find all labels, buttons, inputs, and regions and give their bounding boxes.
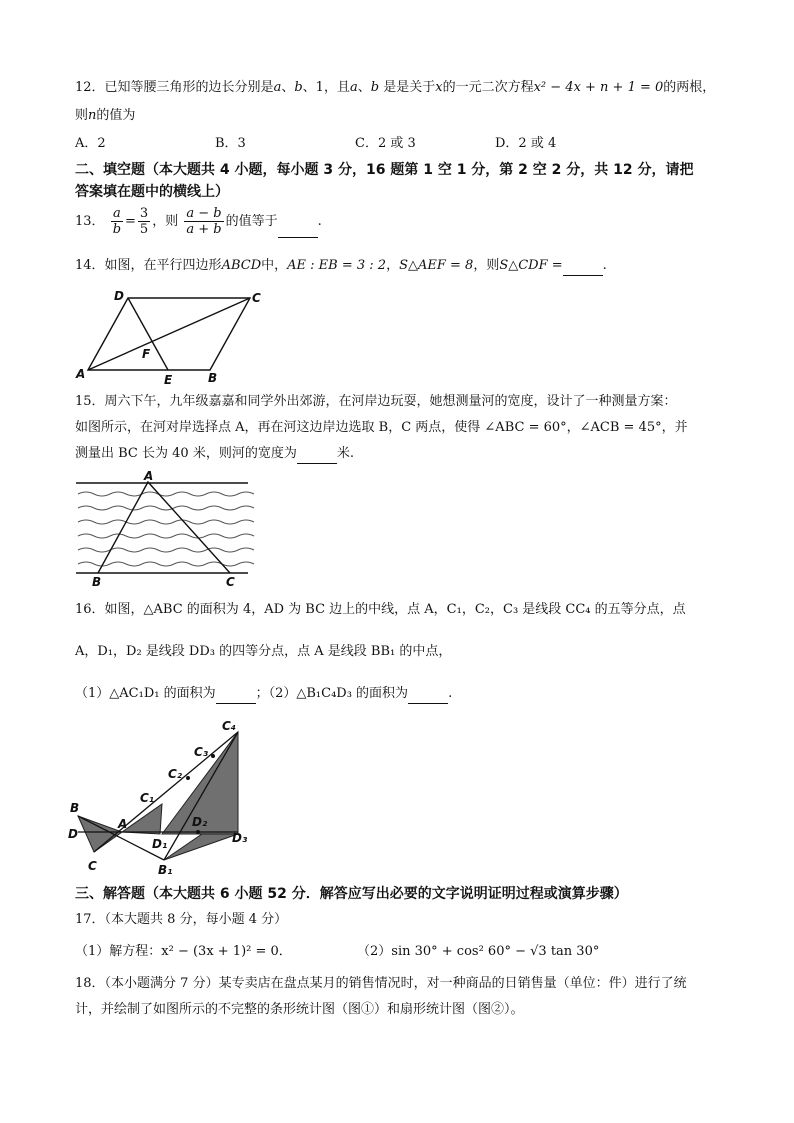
fig16-label-d2: D₂ (192, 815, 208, 829)
q13-end: . (317, 214, 322, 229)
section2-heading-line1: 二、填空题（本大题共 4 小题，每小题 3 分，16 题第 1 空 1 分，第 2 空 2 分，共 12 分，请把 (75, 162, 694, 178)
q15-line2: 如图所示，在河对岸选择点 A，再在河这边岸边选取 B，C 两点，使得 ∠ABC = 60°，∠ACB = 45°，并 (75, 420, 688, 435)
fig16-label-b1: B₁ (158, 863, 173, 877)
q12-option-d: D．2 或 4 (495, 136, 557, 151)
q14-text (75, 256, 607, 276)
q12-option-b: B．3 (215, 136, 246, 151)
q12-text-e: 的两根， (663, 80, 716, 95)
figure15 (70, 470, 260, 590)
q16-answer-blank-2[interactable] (408, 689, 448, 704)
fig16-label-c4: C₄ (222, 719, 237, 733)
q17-part2: （2）sin 30° + cos² 60° − √3 tan 30° (357, 944, 600, 959)
q14-text-a: 如图，在平行四边形 (104, 258, 222, 273)
q16-part1a: （1）△AC₁D₁ 的面积为 (75, 686, 216, 701)
q14-area1: S△AEF = 8 (399, 258, 474, 273)
fig16-label-d1: D₁ (152, 837, 168, 851)
q14-answer-blank[interactable] (563, 261, 603, 276)
q14-text-c: ， (386, 258, 400, 273)
fig14-label-a: A (76, 367, 86, 381)
q12-options (75, 134, 725, 154)
fig16-label-a: A (118, 817, 128, 831)
q18-line1 (75, 974, 687, 994)
q18-line1-text: （本小题满分 7 分）某专卖店在盘点某月的销售情况时，对一种商品的日销售量（单位：件）进行了统 (104, 976, 687, 991)
fig14-label-e: E (164, 373, 173, 386)
fig14-label-f: F (142, 347, 151, 361)
q15-line3 (75, 444, 354, 464)
q14-area2: S△CDF = (499, 258, 563, 273)
q15-line3a: 测量出 BC 长为 40 米，则河的宽度为 (75, 446, 297, 461)
q12-option-c: C．2 或 3 (355, 136, 416, 151)
q13-frac-ab: $\frac{a}{b}$ (112, 206, 122, 237)
section3-heading: 三、解答题（本大题共 6 小题 52 分．解答应写出必要的文字说明证明过程或演算步骤） (75, 886, 628, 902)
q15-number: 15． (75, 394, 105, 409)
fig14-label-d: D (114, 289, 124, 303)
fig16-label-d: D (68, 827, 78, 841)
fig16-label-c1: C₁ (140, 791, 155, 805)
q14-text-d: ，则 (473, 258, 500, 273)
q12-line2: 则n的值为 (75, 108, 136, 123)
figure14 (70, 286, 270, 386)
q16-line1 (75, 600, 686, 620)
q14-ratio: AE : EB = 3 : 2 (287, 258, 387, 273)
q14-name: ABCD (221, 258, 262, 273)
q12-line2-b: 的值为 (96, 108, 136, 123)
fig14-label-c: C (252, 291, 261, 305)
q13-frac-35: $\frac{3}{5}$ (139, 206, 149, 237)
fig14-label-b: B (208, 371, 218, 385)
figure14-diagonal-ac (88, 298, 250, 370)
q12-equation: x² − 4x + n + 1 = 0 (533, 80, 664, 95)
q13-text-a: ，则 (152, 214, 179, 229)
fig15-label-b: B (92, 575, 102, 589)
q12-text-d: 的一元二次方程 (442, 80, 534, 95)
q17-intro (75, 910, 287, 930)
q17-part1: （1）解方程：x² − (3x + 1)² = 0． (75, 944, 292, 959)
q15-line3b: 米. (336, 446, 354, 461)
q16-answer-blank-1[interactable] (216, 689, 256, 704)
fig15-label-c: C (226, 575, 235, 589)
q13: 13． $\frac{a}{b}$ = $\frac{3}{5}$ ，则 $\frac{a - b}{a + b}$ 的值等于 . (75, 206, 322, 237)
q15-line1 (75, 392, 677, 412)
q12-text-b: ，且 (323, 80, 350, 95)
q14-number: 14． (75, 258, 105, 273)
q14-end: . (602, 258, 607, 273)
fig16-label-c: C (88, 859, 97, 873)
fig16-label-b: B (70, 801, 80, 815)
fig15-label-a: A (144, 470, 154, 483)
q16-number: 16． (75, 602, 105, 617)
q13-answer-blank[interactable] (278, 223, 318, 238)
q12-line1: 12．已知等腰三角形的边长分别是a、b、1，且a、b 是是关于x的一元二次方程x² − 4x + n + 1 = 0的两根， (75, 80, 716, 95)
q18-line2: 计，并绘制了如图所示的不完整的条形统计图（图①）和扇形统计图（图②）。 (75, 1002, 524, 1017)
q12-line2-a: 则 (75, 108, 89, 123)
q15-answer-blank[interactable] (297, 449, 337, 464)
q16-part1b: ；（2）△B₁C₄D₃ 的面积为 (255, 686, 409, 701)
q12-text: 已知等腰三角形的边长分别是 (104, 80, 274, 95)
q12-option-a: A．2 (75, 136, 106, 151)
q17-intro-text: （本大题共 8 分，每小题 4 分） (104, 912, 288, 927)
q16-parts (75, 684, 452, 704)
section2-heading-line2: 答案填在题中的横线上） (75, 184, 229, 200)
q18-number: 18． (75, 976, 105, 991)
figure16 (68, 718, 258, 878)
fig16-label-d3: D₃ (232, 831, 248, 845)
q12-text-c: 是关于 (396, 80, 436, 95)
q17-parts (75, 942, 725, 962)
q13-text-b: 的值等于 (225, 214, 278, 229)
fig16-label-c3: C₃ (194, 745, 209, 759)
q12-number: 12． (75, 80, 105, 95)
q13-frac-expr: $\frac{a - b}{a + b}$ (186, 206, 222, 237)
q15-line1-text: 周六下午，九年级嘉嘉和同学外出郊游，在河岸边玩耍，她想测量河的宽度，设计了一种测量方案： (104, 394, 677, 409)
figure15-waves (78, 492, 254, 566)
q13-number: 13． (75, 214, 105, 229)
q16-line1-text: 如图，△ABC 的面积为 4，AD 为 BC 边上的中线，点 A，C₁，C₂，C₃ 是线段 CC₄ 的五等分点，点 (104, 602, 686, 617)
q17-number: 17． (75, 912, 105, 927)
q16-part1c: . (448, 686, 453, 701)
q14-text-b: 中， (261, 258, 288, 273)
fig16-label-c2: C₂ (168, 767, 183, 781)
q16-line2: A，D₁，D₂ 是线段 DD₃ 的四等分点，点 A 是线段 BB₁ 的中点， (75, 644, 452, 659)
